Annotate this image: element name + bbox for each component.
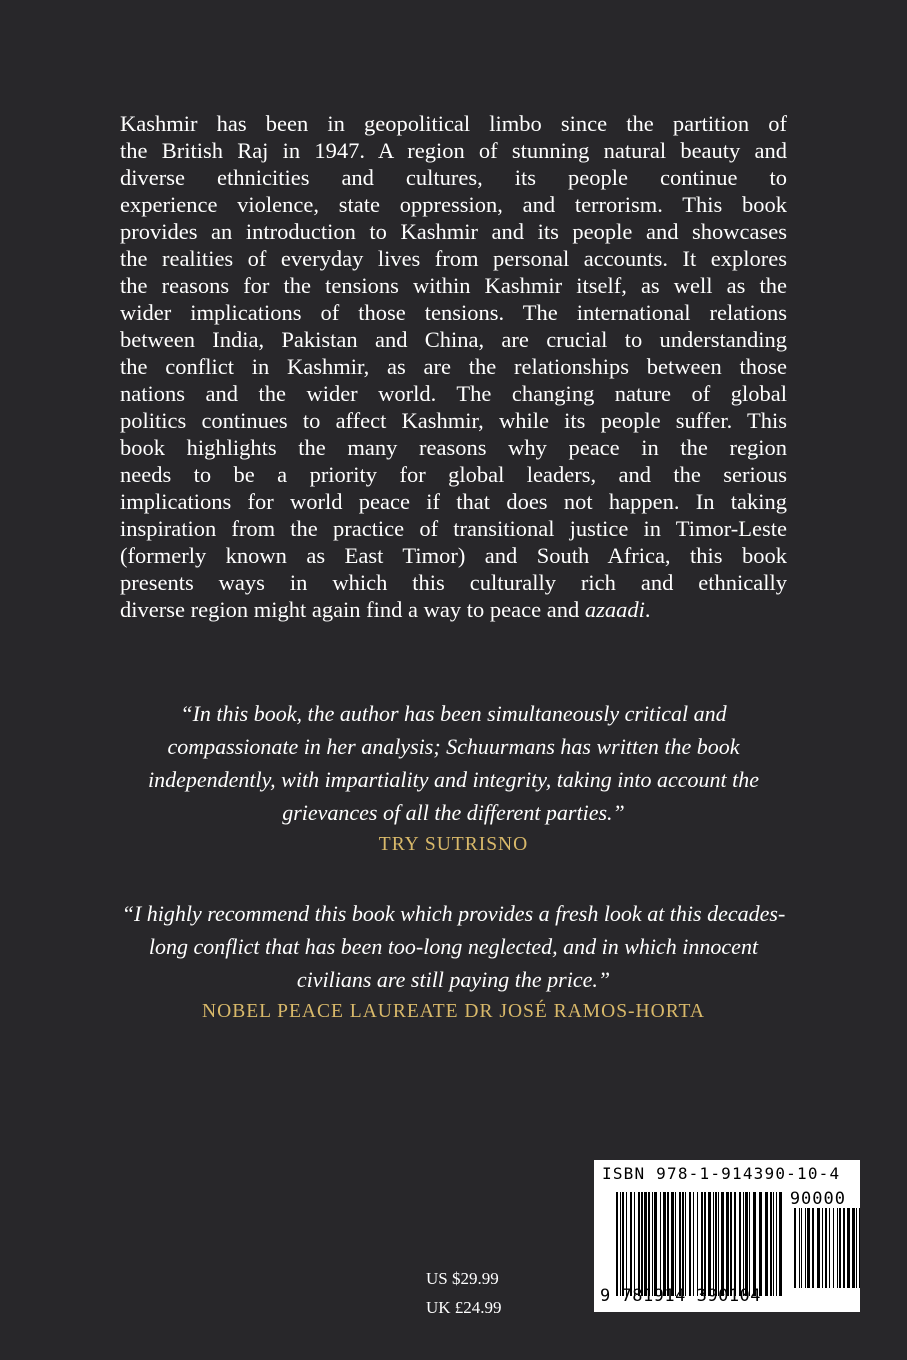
barcode-bar (833, 1208, 834, 1288)
blurb-italic-word: azaadi (584, 597, 645, 622)
barcode-bar (812, 1208, 814, 1288)
blurb-line: presents ways in which this culturally rich and ethnically (120, 570, 787, 595)
barcode-bar (648, 1192, 650, 1296)
barcode-bar (773, 1192, 774, 1296)
barcode-bar (620, 1192, 621, 1296)
barcode-bar (685, 1192, 686, 1296)
barcode-bar (829, 1208, 830, 1288)
barcode-bar (776, 1192, 777, 1296)
barcode-bar (839, 1208, 841, 1288)
price-us: US $29.99 (426, 1269, 499, 1288)
barcode-bar (730, 1192, 732, 1296)
barcode-bar (765, 1192, 768, 1296)
barcode-bar (859, 1208, 860, 1288)
blurb-punct: . (644, 597, 651, 622)
barcode-bar (652, 1192, 653, 1296)
barcode-bar (682, 1192, 684, 1296)
barcode-bar (847, 1208, 850, 1288)
barcode-addon-number: 90000 (789, 1189, 846, 1209)
blurb-line: needs to be a priority for global leaders, and the serious (120, 462, 787, 487)
endorsement-quote-2 (60, 897, 847, 1028)
blurb-line: (formerly known as East Timor) and South Africa, this book (120, 543, 787, 568)
barcode-bar (715, 1192, 717, 1296)
barcode-bar (739, 1192, 741, 1296)
barcode-bar (713, 1192, 714, 1296)
barcode-bar (697, 1192, 698, 1296)
quote-line: compassionate in her analysis; Schuurmans has written the book (167, 734, 740, 759)
barcode-bar (616, 1192, 618, 1296)
quote-line: civilians are still paying the price.” (296, 967, 611, 992)
blurb-line: experience violence, state oppression, and terrorism. This book (120, 192, 787, 217)
blurb-line: nations and the wider world. The changing nature of global (120, 381, 787, 406)
barcode-bar (852, 1208, 855, 1288)
barcode-bar (679, 1192, 681, 1296)
barcode-bar (641, 1192, 643, 1296)
quote-author: TRY SUTRISNO (378, 834, 529, 855)
barcode-bar (660, 1192, 661, 1296)
barcode-digits: 9 781914 390104 (600, 1286, 762, 1306)
barcode-bar (759, 1192, 762, 1296)
blurb-paragraph (120, 110, 787, 623)
isbn-number: ISBN 978-1-914390-10-4 (602, 1164, 841, 1183)
barcode-bar (721, 1192, 724, 1296)
endorsement-quote-1 (60, 697, 847, 861)
barcode-bar (644, 1192, 647, 1296)
barcode-bar (745, 1192, 748, 1296)
blurb-line: diverse ethnicities and cultures, its people continue to (120, 165, 787, 190)
blurb-line: book highlights the many reasons why peace in the region (120, 435, 787, 460)
barcode-bar (638, 1192, 640, 1296)
barcode-bar (753, 1192, 756, 1296)
barcode-bar (634, 1192, 635, 1296)
blurb-line: provides an introduction to Kashmir and its people and showcases (120, 219, 787, 244)
barcode-bar (799, 1208, 800, 1288)
blurb-line: between India, Pakistan and China, are crucial to understanding (120, 327, 787, 352)
barcode-bar (726, 1192, 729, 1296)
barcode-bar (794, 1208, 796, 1288)
barcode-bar (693, 1192, 694, 1296)
blurb-line: the reasons for the tensions within Kashmir itself, as well as the (120, 273, 787, 298)
barcode-bar (675, 1192, 676, 1296)
barcode-bar (807, 1208, 810, 1288)
blurb-line: the British Raj in 1947. A region of stunning natural beauty and (120, 138, 787, 163)
blurb-line: Kashmir has been in geopolitical limbo since the partition of (120, 111, 787, 136)
barcode-bar (626, 1192, 627, 1296)
barcode-bar (743, 1192, 744, 1296)
barcode-bar (822, 1208, 823, 1288)
barcode-bar (837, 1208, 838, 1288)
barcode-bar (805, 1208, 806, 1288)
quote-line: “I highly recommend this book which provides a fresh look at this decades- (121, 901, 786, 926)
barcode-bar (708, 1192, 711, 1296)
quote-line: long conflict that has been too-long neglected, and in which innocent (148, 934, 759, 959)
blurb-text: diverse region might again find a way to peace and (120, 597, 585, 622)
barcode-bar (667, 1192, 669, 1296)
barcode-bar (654, 1192, 657, 1296)
quote-author: NOBEL PEACE LAUREATE DR JOSÉ RAMOS-HORTA (202, 1001, 705, 1022)
barcode-bar (856, 1208, 857, 1288)
barcode-bar (770, 1192, 772, 1296)
barcode-bar (689, 1192, 691, 1296)
barcode-bar (718, 1192, 719, 1296)
barcode-bar (671, 1192, 674, 1296)
prices (426, 1264, 502, 1322)
barcode-bar (825, 1208, 827, 1288)
isbn-barcode (594, 1160, 860, 1312)
blurb-line (120, 596, 787, 623)
barcode-bar (630, 1192, 632, 1296)
blurb-line: implications for world peace if that does not happen. In taking (120, 489, 787, 514)
blurb-line: the conflict in Kashmir, as are the relationships between those (120, 354, 787, 379)
price-uk: UK £24.99 (426, 1298, 502, 1317)
blurb-line: the realities of everyday lives from personal accounts. It explores (120, 246, 787, 271)
barcode-bar (749, 1192, 750, 1296)
barcode-bar (704, 1192, 706, 1296)
barcode-bar (622, 1192, 624, 1296)
barcode-bar (843, 1208, 845, 1288)
barcode-bar (779, 1192, 782, 1296)
blurb-line: wider implications of those tensions. The international relations (120, 300, 787, 325)
barcode-bar (801, 1208, 802, 1288)
quote-line: independently, with impartiality and integrity, taking into account the (147, 767, 760, 792)
blurb-line: politics continues to affect Kashmir, while its people suffer. This (120, 408, 787, 433)
quote-line: “In this book, the author has been simultaneously critical and (180, 701, 727, 726)
barcode-bar (663, 1192, 666, 1296)
barcode-bar (734, 1192, 736, 1296)
barcode-bar (701, 1192, 703, 1296)
barcode-bar (817, 1208, 820, 1288)
quote-line: grievances of all the different parties.” (282, 800, 625, 825)
blurb-line: inspiration from the practice of transitional justice in Timor-Leste (120, 516, 787, 541)
